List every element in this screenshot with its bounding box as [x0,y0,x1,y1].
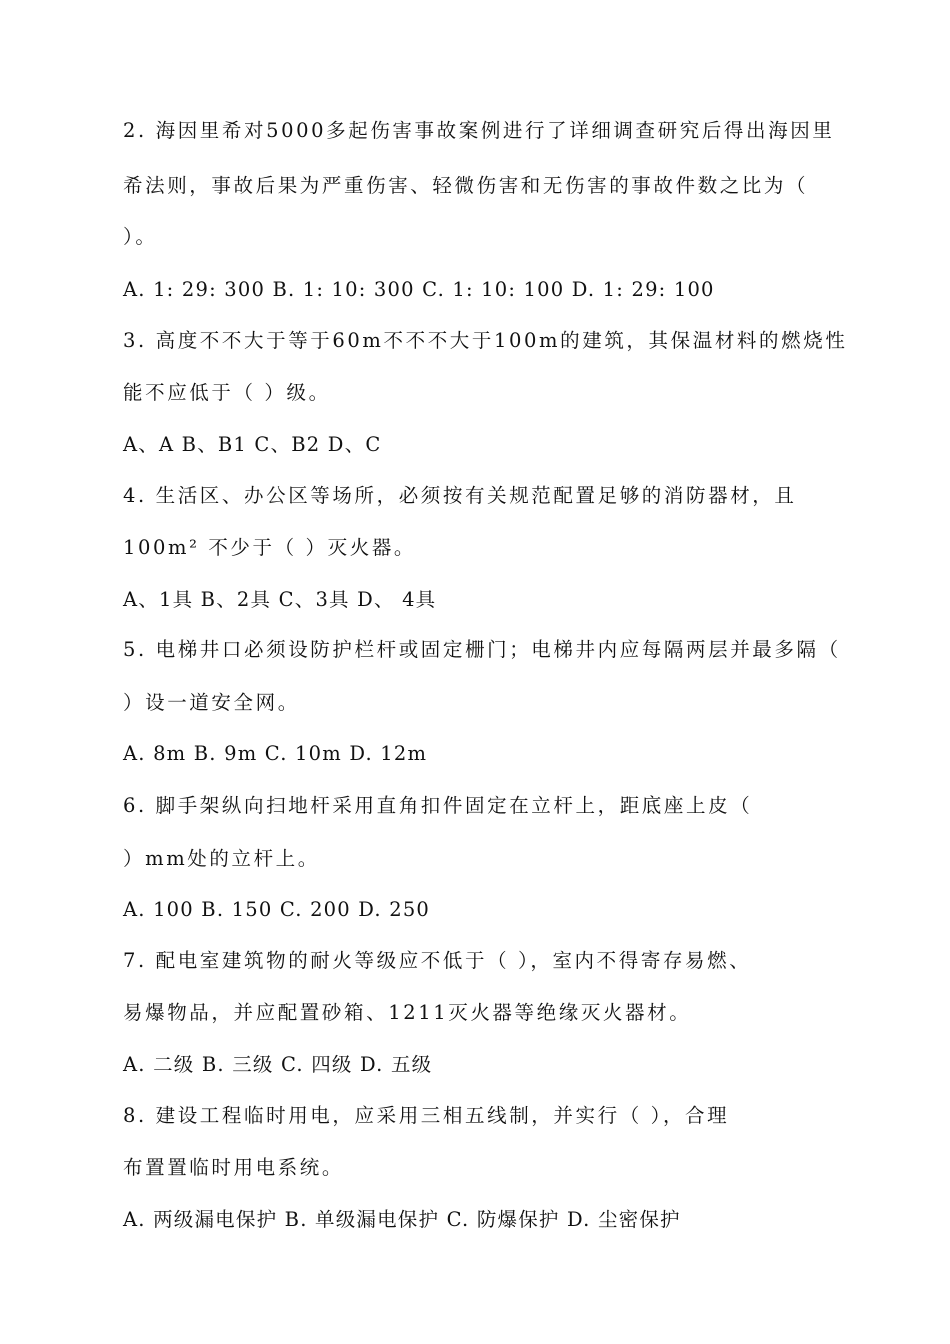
question-6-line-2: ）mm处的立杆上。 [123,847,320,870]
question-7-line-2: 易爆物品，并应配置砂箱、1211灭火器等绝缘灭火器材。 [123,1001,692,1024]
question-2-line-1: 2. 海因里希对5000多起伤害事故案例进行了详细调查研究后得出海因里 [123,119,835,142]
question-6-options: A. 100 B. 150 C. 200 D. 250 [123,898,431,921]
question-2-line-3: ）。 [123,225,158,248]
question-2-options: A. 1: 29: 300 B. 1: 10: 300 C. 1: 10: 100 D. 1: 29: 100 [123,278,715,301]
question-6-line-1: 6. 脚手架纵向扫地杆采用直角扣件固定在立杆上，距底座上皮（ [123,794,753,817]
question-3-line-1: 3. 高度不不大于等于60m不不不大于100m的建筑，其保温材料的燃烧性 [123,329,848,352]
question-3-line-2: 能不应低于（ ）级。 [123,381,331,404]
question-8-line-2: 布置置临时用电系统。 [123,1156,345,1179]
question-5-line-2: ）设一道安全网。 [123,691,300,714]
question-8-options: A. 两级漏电保护 B. 单级漏电保护 C. 防爆保护 D. 尘密保护 [123,1208,681,1231]
question-7-line-1: 7. 配电室建筑物的耐火等级应不低于（ ），室内不得寄存易燃、 [123,949,752,972]
question-4-options: A、1具 B、2具 C、3具 D、 4具 [123,588,437,611]
question-2-line-2: 希法则，事故后果为严重伤害、轻微伤害和无伤害的事故件数之比为（ [123,174,809,197]
question-8-line-1: 8. 建设工程临时用电，应采用三相五线制，并实行（ ），合理 [123,1104,730,1127]
question-3-options: A、A B、B1 C、B2 D、C [123,433,382,456]
question-7-options: A. 二级 B. 三级 C. 四级 D. 五级 [123,1053,433,1076]
question-5-line-1: 5. 电梯井口必须设防护栏杆或固定栅门；电梯井内应每隔两层并最多隔（ [123,638,841,661]
question-5-options: A. 8m B. 9m C. 10m D. 12m [123,742,428,765]
question-4-line-1: 4. 生活区、办公区等场所，必须按有关规范配置足够的消防器材，且 [123,484,797,507]
question-4-line-2: 100m² 不少于（ ）灭火器。 [123,536,417,559]
